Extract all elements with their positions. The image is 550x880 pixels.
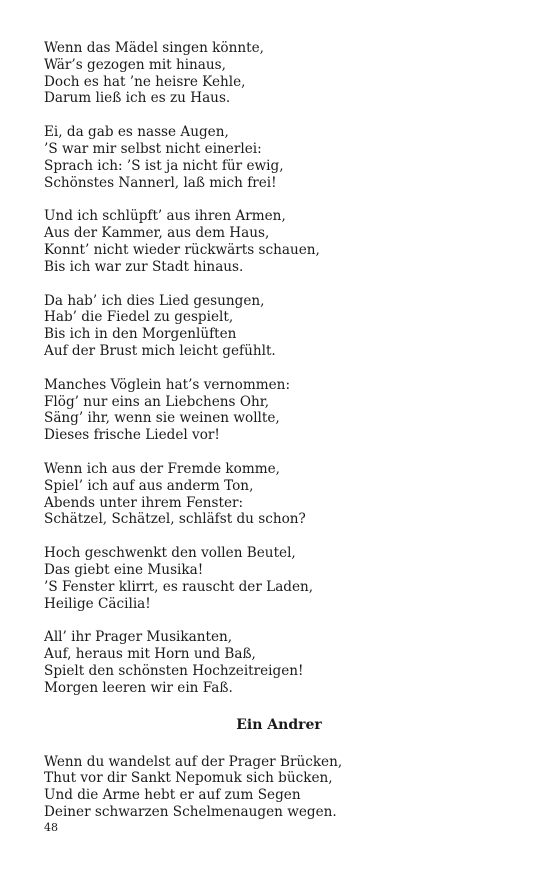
verse-line: Abends unter ihrem Fenster: [44,494,244,511]
verse-line: Hab’ die Fiedel zu gespielt, [44,309,234,326]
verse-line: Morgen leeren wir ein Faß. [44,679,233,696]
poem-page [44,40,514,838]
verse-line: Spielt den schönsten Hochzeitreigen! [44,662,304,679]
verse-line: Sprach ich: ’S ist ja nicht für ewig, [44,157,284,174]
verse-line: Auf der Brust mich leicht gefühlt. [44,342,276,359]
verse-line: Bis ich war zur Stadt hinaus. [44,258,244,275]
verse-line: Doch es hat ’ne heisre Kehle, [44,73,246,90]
verse-line: Dieses frische Liedel vor! [44,427,220,444]
verse-line: ’S war mir selbst nicht einerlei: [44,140,262,157]
verse-line: Wär’s gezogen mit hinaus, [44,56,226,73]
stanza [44,461,514,528]
verse-line: Thut vor dir Sankt Nepomuk sich bücken, [44,770,333,787]
stanza [44,293,514,360]
verse-line: ’S Fenster klirrt, es rauscht der Laden, [44,578,314,595]
stanza [44,377,514,444]
verse-line: Auf, heraus mit Horn und Baß, [44,646,256,663]
verse-line: Heilige Cäcilia! [44,595,151,612]
stanza [44,545,514,612]
verse-line: Darum ließ ich es zu Haus. [44,90,231,107]
verse-line: Säng’ ihr, wenn sie weinen wollte, [44,410,280,427]
stanza [44,754,514,821]
verse-line: Ei, da gab es nasse Augen, [44,124,229,141]
verse-line: Und ich schlüpft’ aus ihren Armen, [44,208,286,225]
verse-line: Hoch geschwenkt den vollen Beutel, [44,545,296,562]
stanza [44,629,514,696]
verse-line: Bis ich in den Morgenlüften [44,326,237,343]
stanza [44,208,514,275]
verse-line: Wenn das Mädel singen könnte, [44,40,264,56]
verse-line: All’ ihr Prager Musikanten, [44,629,233,646]
verse-line: Deiner schwarzen Schelmenaugen wegen. [44,803,337,820]
page-number: 48 [44,821,58,834]
verse-line: Und die Arme hebt er auf zum Segen [44,787,301,804]
verse-line: Das giebt eine Musika! [44,561,204,578]
verse-line: Wenn du wandelst auf der Prager Brücken, [44,753,343,770]
verse-line: Spiel’ ich auf aus anderm Ton, [44,477,254,494]
verse-line: Aus der Kammer, aus dem Haus, [44,225,270,242]
verse-line: Flög’ nur eins an Liebchens Ohr, [44,393,270,410]
poem-part-1 [44,40,514,697]
verse-line: Schätzel, Schätzel, schläfst du schon? [44,511,306,528]
verse-line: Manches Vöglein hat’s vernommen: [44,376,291,393]
verse-line: Konnt’ nicht wieder rückwärts schauen, [44,241,320,258]
poem-heading: Ein Andrer [236,716,322,733]
poem-part-2 [44,754,514,821]
stanza [44,40,514,107]
verse-line: Wenn ich aus der Fremde komme, [44,460,280,477]
verse-line: Schönstes Nannerl, laß mich frei! [44,174,277,191]
stanza [44,124,514,191]
verse-line: Da hab’ ich dies Lied gesungen, [44,292,265,309]
